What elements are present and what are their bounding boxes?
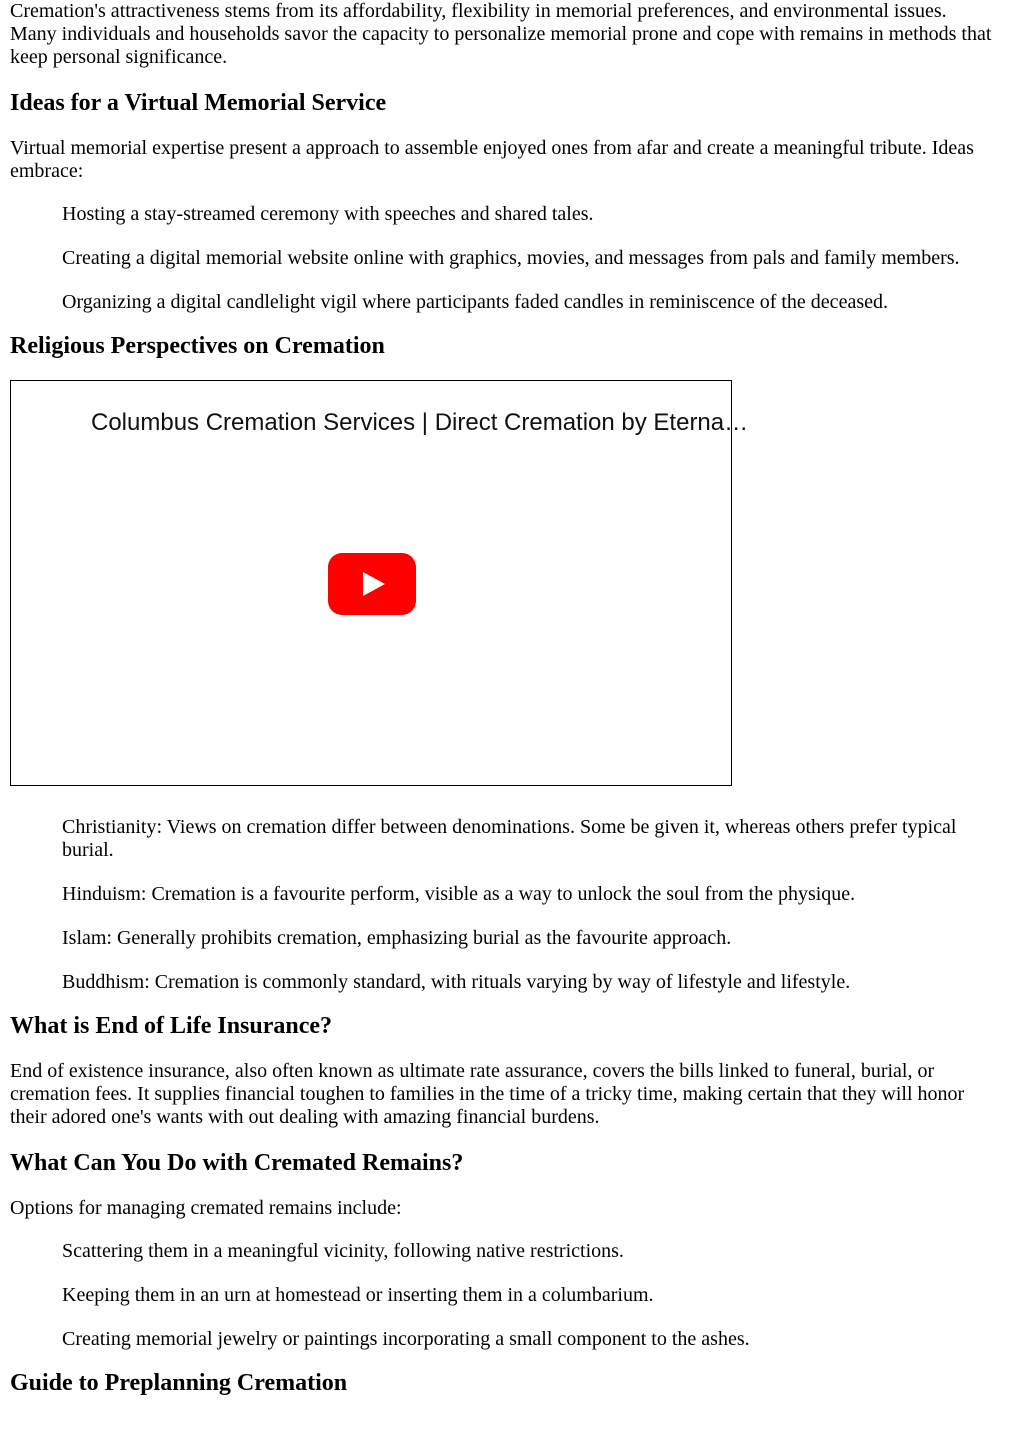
virtual-memorial-list (10, 203, 994, 314)
virtual-memorial-paragraph: Virtual memorial expertise present a approach to assemble enjoyed ones from afar and create a meaningful tribute. Ideas embrace: (10, 137, 974, 182)
youtube-video-embed[interactable] (10, 380, 749, 786)
video-title[interactable]: Columbus Cremation Services | Direct Cremation by Eterna… (91, 409, 749, 436)
religious-perspectives-list (10, 816, 994, 994)
cremated-remains-heading: What Can You Do with Cremated Remains? (10, 1150, 464, 1176)
intro-paragraph: Cremation's attractiveness stems from its affordability, flexibility in memorial preferences, and environmental issues. Many individuals and households savor the capacity to personalize memorial prone and cope with remains in methods that keep personal significance. (10, 0, 992, 68)
list-item: Hinduism: Cremation is a favourite perform, visible as a way to unlock the soul from the physique. (62, 883, 856, 905)
cremated-remains-list (10, 1240, 994, 1351)
list-item: Organizing a digital candlelight vigil where participants faded candles in reminiscence of the deceased. (62, 291, 888, 313)
list-item: Creating a digital memorial website online with graphics, movies, and messages from pals and family members. (62, 247, 960, 269)
end-of-life-insurance-paragraph: End of existence insurance, also often known as ultimate rate assurance, covers the bills linked to funeral, burial, or cremation fees. It supplies financial toughen to families in the time of a tricky time, making certain that they will honor their adored one's wants with out dealing with amazing financial burdens. (10, 1060, 965, 1128)
list-item: Buddhism: Cremation is commonly standard, with rituals varying by way of lifestyle and lifestyle. (62, 971, 851, 993)
play-icon (328, 553, 416, 615)
list-item: Creating memorial jewelry or paintings incorporating a small component to the ashes. (62, 1328, 750, 1350)
cremated-remains-paragraph: Options for managing cremated remains include: (10, 1197, 402, 1219)
list-item: Hosting a stay-streamed ceremony with speeches and shared tales. (62, 203, 594, 225)
religious-perspectives-heading: Religious Perspectives on Cremation (10, 333, 385, 359)
list-item: Islam: Generally prohibits cremation, emphasizing burial as the favourite approach. (62, 927, 732, 949)
list-item: Scattering them in a meaningful vicinity, following native restrictions. (62, 1240, 624, 1262)
end-of-life-insurance-heading: What is End of Life Insurance? (10, 1013, 333, 1039)
list-item: Keeping them in an urn at homestead or inserting them in a columbarium. (62, 1284, 654, 1306)
list-item: Christianity: Views on cremation differ between denominations. Some be given it, whereas others prefer typical burial. (62, 816, 957, 861)
virtual-memorial-heading: Ideas for a Virtual Memorial Service (10, 90, 387, 116)
youtube-play-button[interactable] (328, 553, 416, 615)
preplanning-heading: Guide to Preplanning Cremation (10, 1370, 348, 1396)
